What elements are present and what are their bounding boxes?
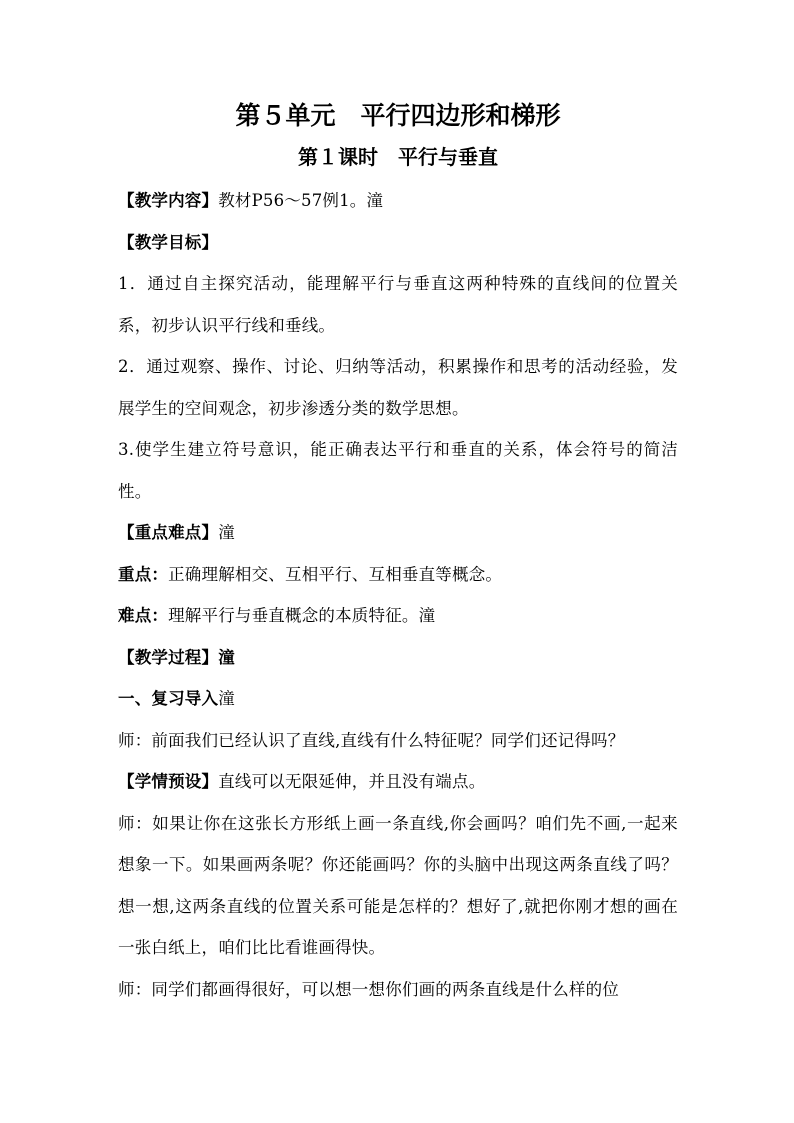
preset-text: 直线可以无限延伸，并且没有端点。 — [218, 772, 486, 791]
process-paragraph-1: 师：前面我们已经认识了直线,直线有什么特征呢？同学们还记得吗？ — [118, 730, 625, 750]
process-paragraph-2: 师：如果让你在这张长方形纸上画一条直线,你会画吗？咱们先不画,一起来想象一下。如果画两条呢？你还能画吗？你的头脑中出现这两条直线了吗？想一想,这两条直线的位置关系可能是怎样的？想好了,就把你刚才想的画在一张白纸上，咱们比比看谁画得快。 — [118, 813, 678, 957]
key-points-heading-line — [118, 512, 678, 554]
objective-item-1: 1．通过自主探究活动，能理解平行与垂直这两种特殊的直线间的位置关系，初步认识平行线和垂线。 — [118, 274, 678, 335]
process-heading: 【教学过程】 — [118, 647, 219, 667]
focus-text: 正确理解相交、互相平行、互相垂直等概念。 — [168, 564, 503, 584]
objective-item-3: 3.使学生建立符号意识，能正确表达平行和垂直的关系，体会符号的简洁性。 — [118, 440, 678, 501]
objectives-heading: 【教学目标】 — [118, 232, 219, 252]
teaching-content-text: 教材P56～57例1。 — [218, 191, 367, 210]
section1-heading-line — [118, 678, 678, 720]
process-paragraph-3: 师：同学们都画得很好，可以想一想你们画的两条直线是什么样的位 — [118, 979, 619, 999]
difficulty-text: 理解平行与垂直概念的本质特征。 — [168, 606, 419, 625]
page-title: 第５单元 平行四边形和梯形 — [235, 101, 561, 130]
watermark-char: 潼 — [366, 191, 384, 210]
watermark-char: 潼 — [218, 647, 235, 667]
process-heading-line — [118, 637, 678, 679]
difficulty-line — [118, 595, 678, 637]
watermark-char: 潼 — [418, 606, 436, 625]
preset-label: 【学情预设】 — [118, 772, 219, 791]
watermark-char: 潼 — [218, 523, 235, 542]
teaching-content-label: 【教学内容】 — [118, 191, 219, 210]
focus-label: 重点： — [118, 564, 169, 584]
document-page — [118, 96, 678, 1010]
difficulty-label: 难点： — [118, 606, 169, 625]
key-points-heading: 【重点难点】 — [118, 523, 219, 542]
teaching-content-line — [118, 180, 678, 222]
watermark-char: 潼 — [218, 689, 235, 708]
preset-line — [118, 761, 678, 803]
focus-line — [118, 554, 678, 596]
section1-heading: 一、复习导入 — [118, 689, 219, 708]
lesson-subtitle: 第１课时 平行与垂直 — [298, 145, 498, 169]
objective-item-2: 2．通过观察、操作、讨论、归纳等活动，积累操作和思考的活动经验，发展学生的空间观念，初步渗透分类的数学思想。 — [118, 357, 678, 418]
